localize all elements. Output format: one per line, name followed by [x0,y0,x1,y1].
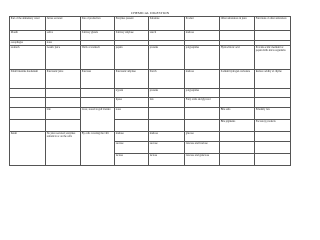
header-cell: Product [185,17,220,31]
table-cell: Salivary amylase [115,31,149,41]
table-cell: oesophagus [10,41,46,46]
table-cell: stomach [10,46,46,70]
table-cell [10,98,46,108]
table-cell [255,89,291,98]
table-cell [149,120,185,132]
table-cell [255,98,291,108]
table-cell [10,120,46,132]
header-cell: Functions of other substances [255,17,291,31]
table-cell [220,142,255,154]
table-cell: sucrase [115,142,149,154]
table-cell [255,132,291,142]
table-row [10,70,291,89]
table-cell: No juice secreted; enzymes remain in or on the cells [46,132,81,166]
table-cell: polypeptides [185,89,220,98]
table-cell [46,89,81,98]
table-cell [185,108,220,120]
table-cell: trypsin [115,89,149,98]
table-cell [115,120,149,132]
table-cell: Sodium hydrogen carbonate [220,70,255,89]
table-cell: Glucose and galactose [185,154,220,166]
table-cell: Pancreatic juice [46,70,81,89]
table-cell: Reduce acidity of chyme [255,70,291,89]
table-cell: Starch [149,70,185,89]
table-cell: none [115,108,149,120]
table-cell: proteins [149,89,185,98]
table-cell: none [46,41,81,46]
table-row [10,132,291,142]
table-cell: Gastric juice [46,46,81,70]
table-cell: maltose [149,132,185,142]
table-cell [255,31,291,41]
header-cell: Enzymes present [115,17,149,31]
table-cell [46,120,81,132]
table-cell: saliva [46,31,81,41]
table-cell: lactose [149,154,185,166]
table-cell: starch [149,31,185,41]
table-cell: lactase [115,154,149,166]
page-title: CHEMICAL DIGESTION [130,11,170,15]
table-cell: Salivary glands [81,31,115,41]
header-cell: Site of production [81,17,115,31]
table-cell: Small intestine duodenum [10,70,46,89]
table-cell [220,89,255,98]
table-cell: bile [46,108,81,120]
table-cell: Glucose and fructose [185,142,220,154]
table-cell: Bile pigments [220,120,255,132]
header-cell: Juices secreted [46,17,81,31]
table-cell: maltase [115,132,149,142]
table-cell [10,108,46,120]
table-cell: sucrose [149,142,185,154]
table-cell: By cells covering the villi [81,132,115,166]
table-cell [220,154,255,166]
table-cell: polypeptides [185,46,220,70]
table-cell: Walls of stomach [81,46,115,70]
table-cell: Pancreatic amylase [115,70,149,89]
table-cell: Hydrochloric acid [220,46,255,70]
table-row [10,89,291,98]
table-cell: Provide acidic medium for pepsin Kills microorganisms [255,46,291,70]
table-cell: Ileum [10,132,46,166]
table-cell [81,89,115,98]
table-cell [10,89,46,98]
table-cell [220,132,255,142]
header-cell: Substrate [149,17,185,31]
table-cell: fats [149,98,185,108]
table-cell: Pancreas [81,70,115,89]
header-row [10,17,291,31]
table-cell: proteins [149,46,185,70]
table-cell: Excretory products [255,120,291,132]
table-row [10,31,291,41]
digestion-table [9,16,290,166]
table-cell: Liver, stored in gall bladder [81,108,115,132]
header-cell: Part of the alimentary canal [10,17,46,31]
table-cell: pepsin [115,46,149,70]
table-cell: maltose [185,70,220,89]
table-row [10,108,291,120]
header-cell: Other substances in juice [220,17,255,31]
table-cell [255,154,291,166]
table-cell: Bile salts [220,108,255,120]
table-cell [220,98,255,108]
table-cell [255,142,291,154]
table-cell [81,98,115,108]
table-cell: Mouth [10,31,46,41]
table-cell: Fatty acids and glycerol [185,98,220,108]
table-cell: maltose [185,31,220,41]
table-row [10,46,291,70]
table-cell [220,31,255,41]
table-row [10,120,291,132]
table-cell: Emulsify fats [255,108,291,120]
table-cell: glucose [185,132,220,142]
table-cell [185,120,220,132]
table-cell [46,98,81,108]
table-cell [149,108,185,120]
table-row [10,98,291,108]
table-cell: lipase [115,98,149,108]
